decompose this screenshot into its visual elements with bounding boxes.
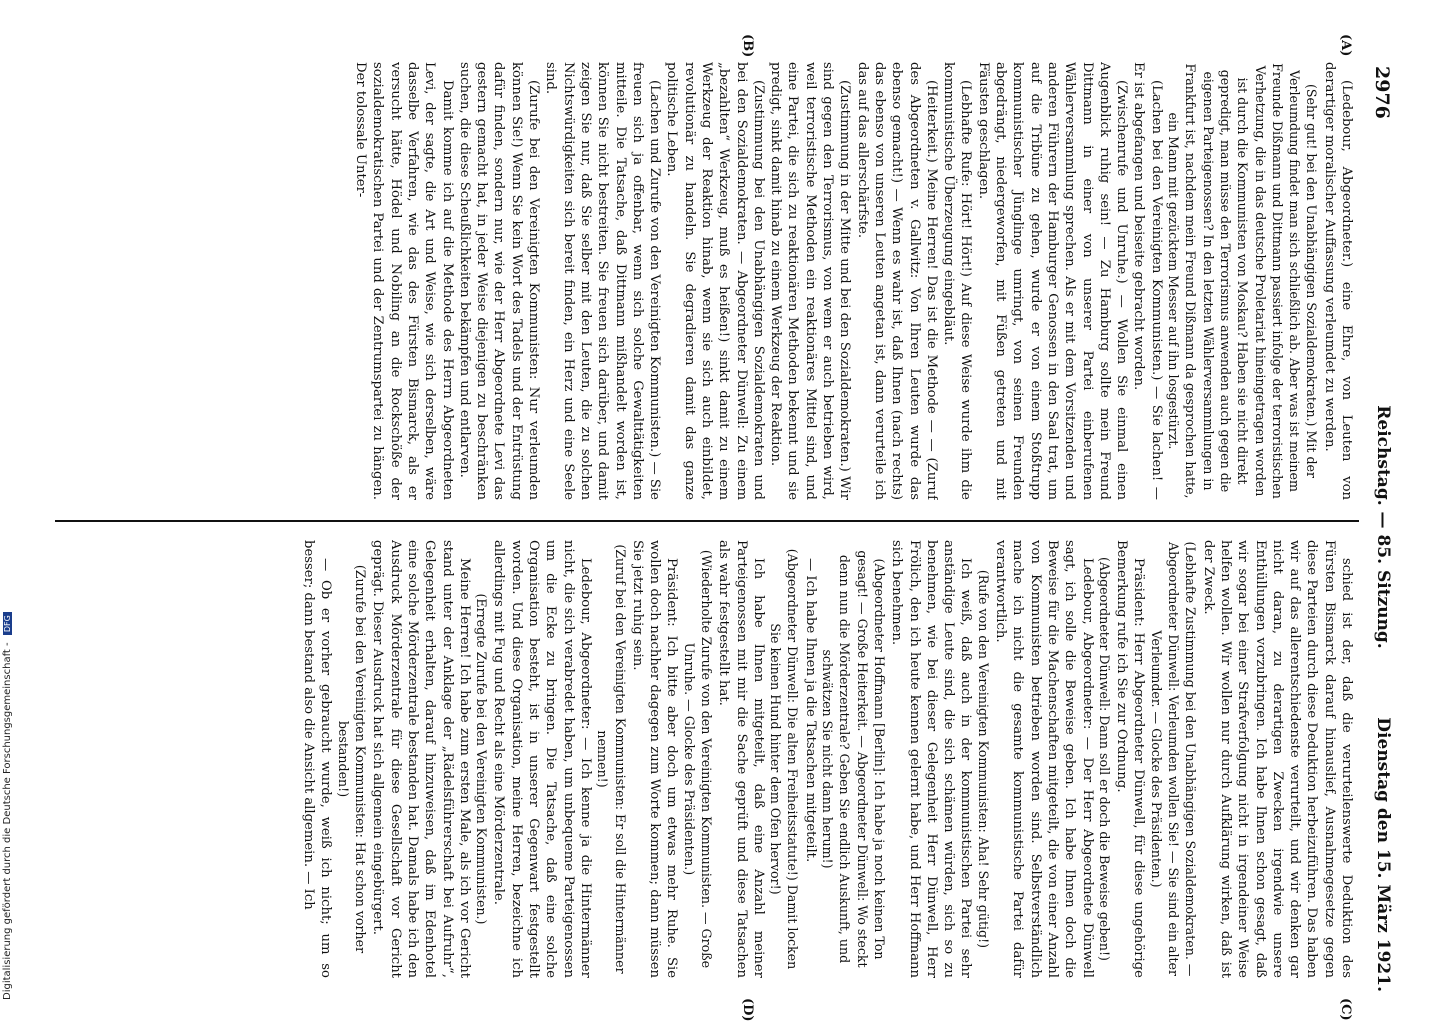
paragraph: (Zustimmung in der Mitte und bei den Sozialdemokraten.) Wir sind gegen den Terrorismus, von wem er auch betrieben wird, weil terroristische Methoden ein reaktionäres Mittel sind, und eine Partei, die sich zu reaktionären Methoden bekennt und sie predigt, sinkt damit hinab zu einem Werkzeug der Reaktion.: [768, 62, 853, 500]
paragraph: (Zustimmung bei den Unabhängigen Sozialdemokraten und bei den Sozialdemokraten. — Abgeordneter Dünwell: Zu einem „bezahlten“ Werkzeug, muß es heißen!) sinkt damit zu einem Werkzeug der Reaktion hinab, wenn sie sich auch einbildet, revolutionär zu handeln. Sie degradieren damit das ganze politische Leben.: [664, 62, 766, 500]
paragraph: (Wiederholte Zurufe von den Vereinigten Kommunisten. — Große Unruhe. — Glocke des Präsidenten.): [681, 549, 715, 969]
paragraph: Damit komme ich auf die Methode des Herrn Abgeordneten Levi, der sagte, die Art und Weise, wie sich derselben, wäre dasselbe Verfahren, wie das des Fürsten Bismarck, als er versucht hätte, Hödel und Nobiling an die Rockschöße der sozialdemokratischen Partei und der Zentrumspartei zu hängen. Der tolossale Unter-: [353, 62, 455, 500]
credit-text: Digitalisierung gefördert durch die Deutsche Forschungsgemeinschaft -: [2, 642, 13, 1000]
margin-marker-c: (C): [1338, 998, 1353, 1021]
paragraph: Präsident: Herr Abgeordneter Dünwell, für diese ungehörige Bemerkung rufe ich Sie zur Ordnung.: [1114, 540, 1147, 978]
paragraph: (Zwischenrufe und Unruhe.) — Wollen Sie einmal einen Augenblick ruhig sein! — Zu Hamburg sollte mein Freund Dittmann in einer von unserer Partei einberufenen Wählerversammlung sprechen. Als er mit dem Vorsitzenden und anderen Führern der Hamburger Genossen in den Saal trat, um auf die Tribüne zu gehen, wurde er von einem Stoßtrupp kommunistischer Jünglinge umringt, von seinen Freunden abgedrängt, niedergeworfen, mit Füßen getreten und mit Fäusten geschlagen.: [975, 62, 1130, 500]
paragraph: (Rufe von den Vereinigten Kommunisten: Aha! Sehr gütig!): [975, 569, 991, 949]
margin-marker-a: (A): [1338, 34, 1353, 57]
running-date: Dienstag den 15. März 1921.: [1373, 717, 1393, 992]
dfg-logo: DFG: [3, 612, 12, 635]
column-divider: [55, 520, 1359, 522]
rotated-document-page: [45, 34, 1395, 1022]
paragraph: (Ledebour, Abgeordneter.) eine Ehre, von Leuten von derartiger moralischer Auffassung verleumdet zu werden.: [1321, 62, 1354, 500]
paragraph: Ich weiß, daß auch in der kommunistischen Partei sehr anständige Leute sind, die sich schämen würden, sich so zu benehmen, wie bei dieser Gelegenheit Herr Dünwell, Herr Frölich, den ich heute kennen gelernt habe, und Herr Hoffmann sich benehmen.: [889, 540, 974, 978]
paragraph: (Abgeordneter Dünwell: Die alten Freiheitsstatute!) Damit locken Sie keinen Hund hinter dem Ofen hervor!): [768, 548, 801, 970]
paragraph: Meine Herren! Ich habe zum ersten Male, als ich vor Gericht stand unter der Anklage der „Rädelsführerschaft bei Aufruhr“, Gelegenheit erhalten, darauf hinzuweisen, daß im Edenhotel eine solche Mörderzentrale bestanden hat. Damals habe ich den Ausdruck Mörderzentrale für diese Gesellschaft vor Gericht geprägt. Dieser Ausdruck hat sich allgemein eingebürgert.: [370, 540, 472, 978]
paragraph: (Lebhafte Rufe: Hört! Hört!) Auf diese Weise wurde ihm die kommunistische Überzeugung eingebläut.: [941, 62, 974, 500]
digitization-credit: [2, 612, 13, 1000]
paragraph: (Abgeordneter Dünwell: Dann soll er doch die Beweise geben!): [1096, 557, 1112, 961]
paragraph: Ledebour, Abgeordneter: — Der Herr Abgeordnete Dünwell sagt, ich solle die Beweise geben. Ich habe Ihnen doch die Beweise für die Machenschaften mitgeteilt, die von einer Anzahl von Kommunisten betrieben worden sind. Selbstverständlich mache ich nicht die gesamte kommunistische Partei dafür verantwortlich.: [993, 540, 1095, 978]
page-header: [1367, 62, 1395, 992]
paragraph: — Ich habe Ihnen ja die Tatsachen mitgeteilt.: [802, 558, 818, 863]
paragraph: (Zuruf bei den Vereinigten Kommunisten: Er soll die Hintermänner nennen!): [595, 544, 628, 974]
paragraph: (Erregte Zurufe bei den Vereinigten Kommunisten.): [474, 593, 490, 925]
paragraph: Präsident: Ich bitte aber doch um etwas mehr Ruhe. Sie wollen doch nachher dagegen zum Worte kommen; dann müssen Sie jetzt ruhig sein.: [629, 540, 680, 978]
margin-marker-d: (D): [740, 998, 755, 1022]
right-text-column: [59, 540, 1355, 978]
paragraph: (Lachen bei den Vereinigten Kommunisten.) — Sie lachen! — Er ist abgefangen und beiseite gebracht worden.: [1131, 62, 1164, 500]
paragraph: Ledebour, Abgeordneter: — Ich kenne ja die Hintermänner nicht, die sich verabredet haben, um unbequeme Parteigenossen um die Ecke zu bringen. Die Tatsache, daß eine solche Organisation besteht, ist in unserer Gegenwart festgestellt worden. Und diese Organisation, meine Herren, bezeichne ich allerdings mit Fug und Recht als eine Mörderzentrale.: [491, 540, 593, 978]
page-number: 2976: [1371, 66, 1393, 119]
running-title: Reichstag. — 85. Sitzung.: [1373, 405, 1393, 649]
paragraph: (Sehr gut! bei den Unabhängigen Sozialdemokraten.) Mit der Verleumdung findet man sich schließlich ab. Aber was ist meinem Freunde Dißmann und Dittmann passiert infolge der terroristischen Verhetzung, die in das deutsche Proletariat hineingetragen worden ist durch die Kommunisten von Moskau? Haben sie nicht direkt gepredigt, man müsse den Terrorismus anwenden auch gegen die eigenen Parteigenossen? In den letzten Wählerversammlungen in Frankfurt ist, nachdem mein Freund Dißmann da gesprochen hatte, ein Mann mit gezücktem Messer auf ihn losgestürzt.: [1166, 63, 1320, 499]
margin-marker-b: (B): [740, 34, 755, 58]
paragraph: — Ob er vorher gebraucht wurde, weiß ich nicht; um so besser; dann bestand also die Ansicht allgemein. — Ich: [301, 540, 334, 978]
left-text-column: [59, 62, 1355, 500]
paragraph: schied ist der, daß die verurteilenswerte Deduktion des Fürsten Bismarck darauf hinauslief, Ausnahmegesetze gegen diese Parteien durch diese Deduktion herbeizuführen. Das haben wir auf das allerentschiedenste verurteilt, und wir denken gar nicht daran, zu derartigen Zwecken irgendwie unsere Enthüllungen vorzubringen. Ich habe Ihnen schon gesagt, daß wir sogar bei einer Strafverfolgung nicht in irgendeiner Weise helfen wollen. Wir wollen nur durch Aufklärung wirken, daß ist der Zweck.: [1200, 540, 1354, 978]
paragraph: (Zurufe bei den Vereinigten Kommunisten: Nur verleumden können Sie!) Wenn Sie kein Wort des Tadels und der Entrüstung dafür finden, sondern nur, wie der Herr Abgeordnete Levi das gestern gemacht hat, in jeder Weise diejenigen zu beschränken suchen, die diese Scheußlichkeiten bekämpfen und entlarven.: [456, 62, 542, 500]
paragraph: (Lebhafte Zustimmung bei den Unabhängigen Sozialdemokraten. — Abgeordneter Dünwell: Verleumden wollen Sie! — Sie sind ein alter Verleumder. — Glocke des Präsidenten.): [1148, 541, 1199, 977]
paragraph: (Heiterkeit.) Meine Herren! Das ist die Methode — — (Zuruf des Abgeordneten v. Gallwitz: Von Ihren Leuten wurde das ebenso gemacht!) — Wenn es wahr ist, daß Ihnen (nach rechts) das ebenso von unseren Leuten angetan ist, dann verurteile ich das auf das allerschärfste.: [854, 62, 939, 500]
paragraph: (Lachen und Zurufe von den Vereinigten Kommunisten.) — Sie freuen sich ja offenbar, wenn sich solche Gewalttätigkeiten mitteile. Die Tatsache, daß Dittmann mißhandelt worden ist, können Sie nicht bestreiten. Sie freuen sich darüber, und damit zeigen Sie nur, daß Sie selber mit den Leuten, die zu solchen Nichtswürdigkeiten sich bereit finden, ein Herz und eine Seele sind.: [543, 62, 663, 500]
paragraph: (Abgeordneter Hoffmann [Berlin]: Ich habe ja noch keinen Ton gesagt! — Große Heiterkeit. — Abgeordneter Dünwell: Wo steckt denn nun die Mörderzentrale? Geben Sie endlich Auskunft, und schwätzen Sie nicht dann herum!): [820, 550, 887, 968]
paragraph: Ich habe Ihnen mitgeteilt, daß eine Anzahl meiner Parteigenossen mit mir die Sache geprüft und diese Tatsachen als wahr festgestellt hat.: [716, 540, 766, 978]
paragraph: (Zurufe bei den Vereinigten Kommunisten: Hat schon vorher bestanden!): [335, 564, 369, 954]
